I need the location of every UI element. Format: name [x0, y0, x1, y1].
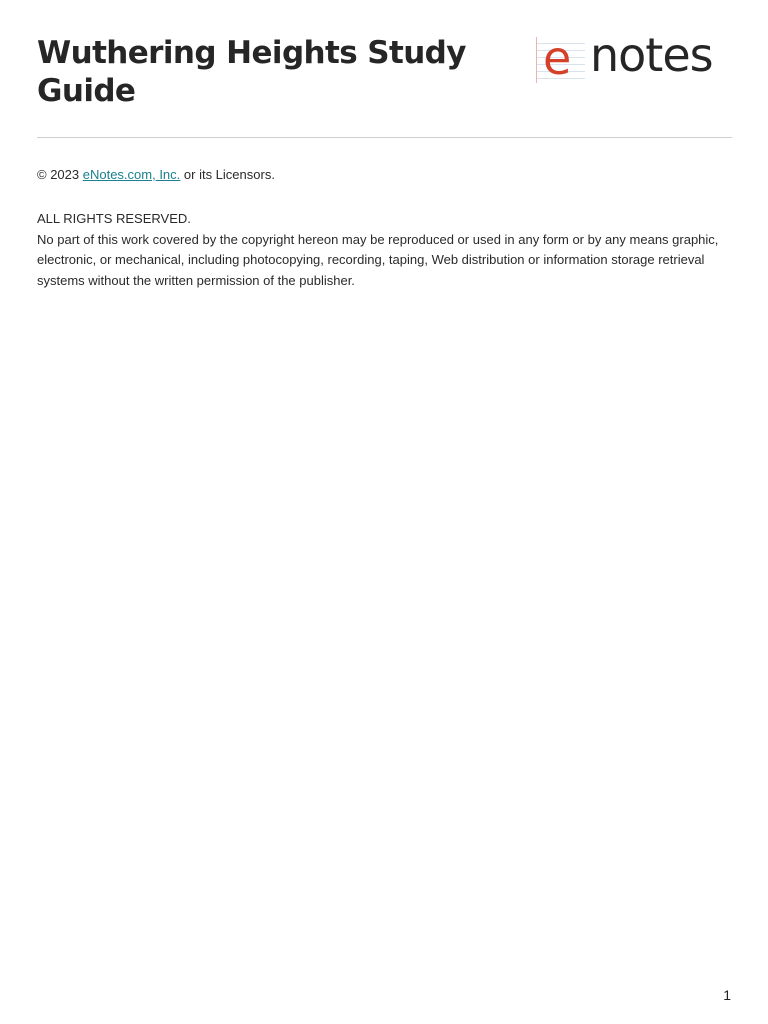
enotes-logo[interactable] [536, 28, 732, 85]
copyright-prefix: © 2023 [37, 167, 83, 182]
rights-statement [37, 209, 732, 291]
copyright-notice [37, 166, 732, 183]
copyright-suffix: or its Licensors. [180, 167, 275, 182]
enotes-link[interactable]: eNotes.com, Inc. [82, 167, 181, 182]
page-title: Wuthering Heights Study Guide [37, 35, 466, 109]
logo-wordmark: notes [590, 28, 713, 82]
page-number: 1 [723, 987, 731, 1003]
rights-heading: ALL RIGHTS RESERVED. [37, 211, 191, 226]
rights-body: No part of this work covered by the copyright hereon may be reproduced or used in any form or by any means graphic, electronic, or mechanical, including photocopying, recording, taping, Web distribution or information storage retrieval systems without the written permission of the publisher. [37, 231, 719, 288]
logo-letter-e: e [543, 31, 572, 85]
header-divider [37, 137, 732, 138]
logo-notebook-icon [536, 31, 585, 85]
page-header [37, 28, 732, 134]
